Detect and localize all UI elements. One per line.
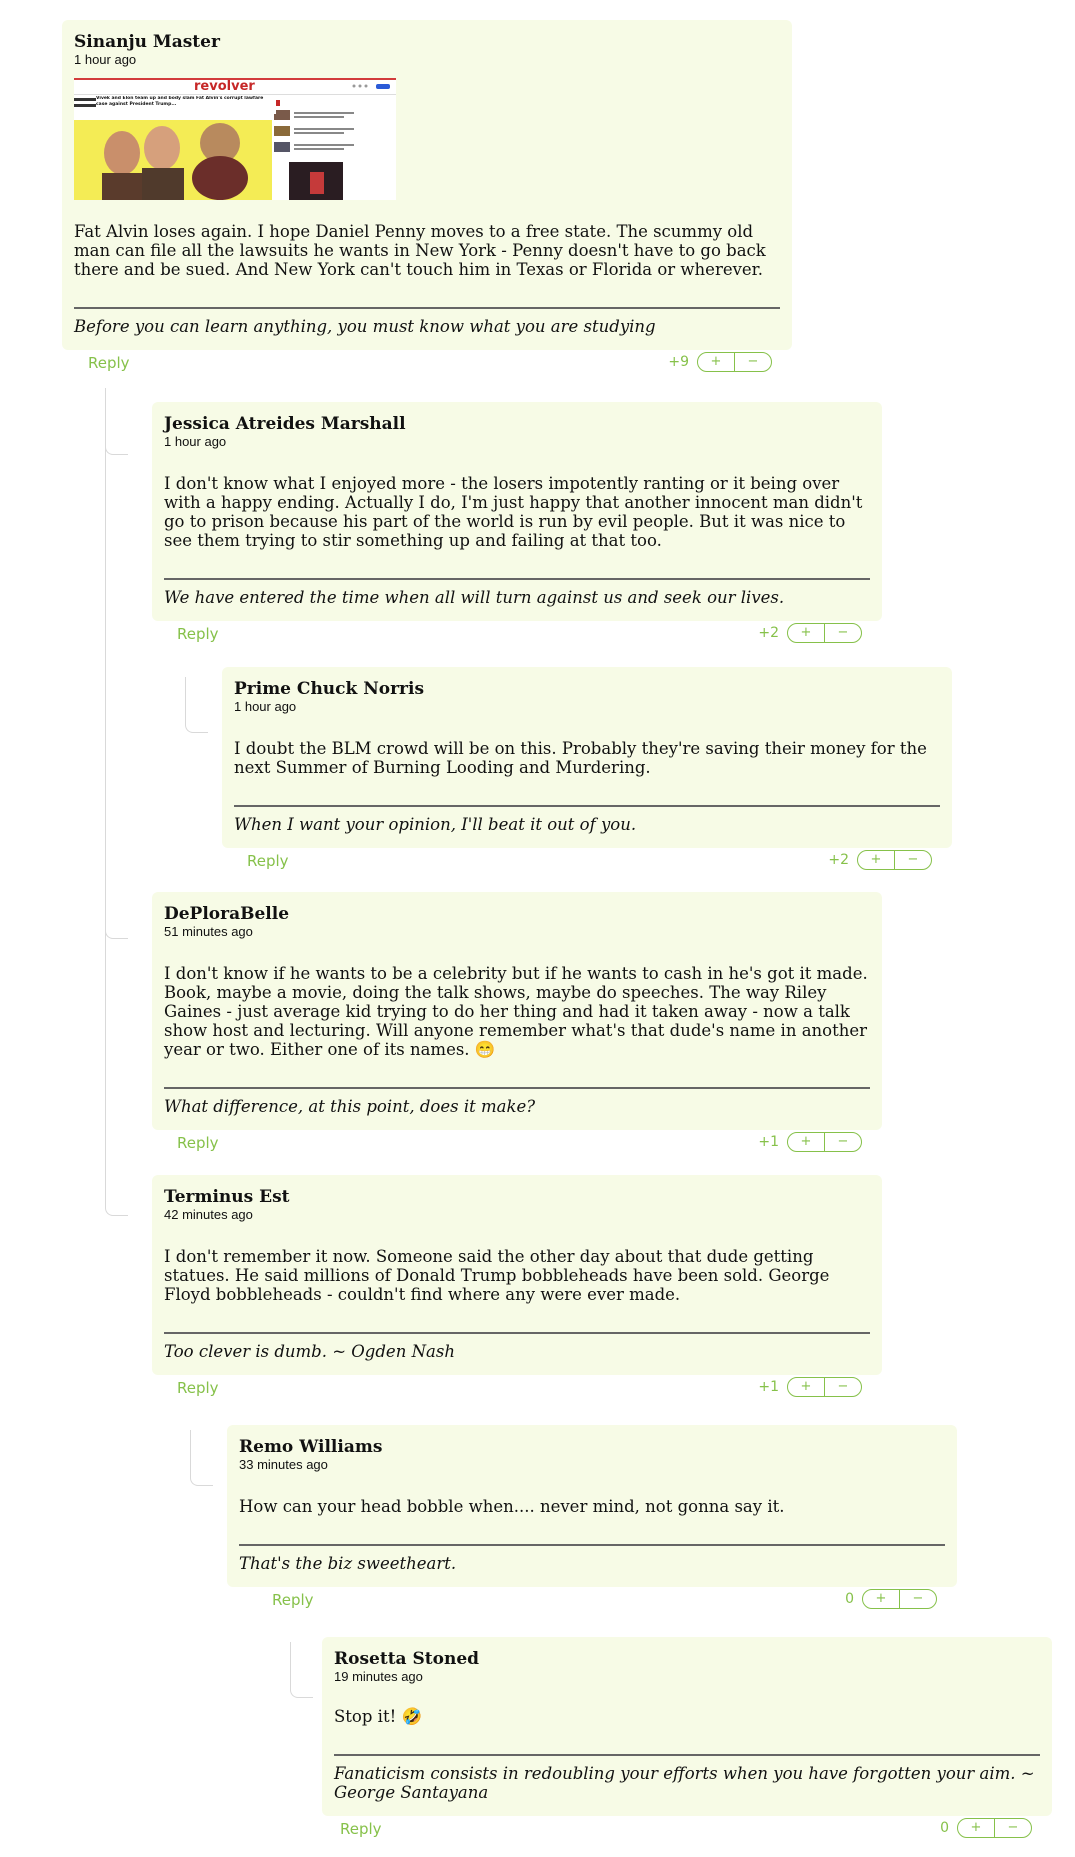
comment-author[interactable]: Jessica Atreides Marshall xyxy=(164,414,406,434)
vote-controls xyxy=(845,1589,937,1609)
article-thumbnail[interactable] xyxy=(74,78,396,200)
vote-buttons xyxy=(957,1818,1032,1838)
vote-buttons xyxy=(862,1589,937,1609)
comment-body: I don't know what I enjoyed more - the losers impotently ranting or it being over with a happy ending. Actually I do, I'm just happy that another innocent man didn't go to prison because his part of the world is run by evil people. But it was nice to see them trying to stir something up and failing at that too. xyxy=(164,474,863,550)
downvote-button[interactable]: − xyxy=(824,624,861,642)
comment xyxy=(62,20,792,376)
upvote-button[interactable]: + xyxy=(800,625,812,640)
downvote-button[interactable]: − xyxy=(894,851,931,869)
comment xyxy=(152,1175,882,1401)
comment-author[interactable]: DePloraBelle xyxy=(164,904,290,924)
downvote-button[interactable]: − xyxy=(994,1819,1031,1837)
reply-button[interactable]: Reply xyxy=(88,354,130,372)
vote-score: +2 xyxy=(828,852,849,868)
upvote-button[interactable]: + xyxy=(710,354,722,369)
comment-signature: When I want your opinion, I'll beat it out of you. xyxy=(234,805,940,834)
comment-signature: Fanaticism consists in redoubling your efforts when you have forgotten your aim. ~ George Santayana xyxy=(334,1754,1040,1802)
vote-controls xyxy=(668,352,772,372)
comment-body: Stop it! 🤣 xyxy=(334,1707,423,1726)
reply-button[interactable]: Reply xyxy=(177,625,219,643)
comment-body: I don't know if he wants to be a celebrity but if he wants to cash in he's got it made. Book, maybe a movie, doing the talk shows, maybe do speeches. The way Riley Gaines - just average kid trying to do her thing and had it taken away - now a talk show host and lecturing. Will anyone remember what's that dude's name in another year or two. Either one of its names. 😁 xyxy=(164,964,868,1059)
comment xyxy=(152,402,882,647)
comment-author[interactable]: Terminus Est xyxy=(164,1187,290,1207)
comment-timestamp: 42 minutes ago xyxy=(164,1207,253,1222)
upvote-button[interactable]: + xyxy=(875,1591,887,1606)
comment-card xyxy=(152,892,882,1130)
article-site-name: revolver xyxy=(194,79,255,94)
thread-connector xyxy=(190,1430,213,1486)
thread-connector xyxy=(185,677,208,733)
vote-controls xyxy=(758,1132,862,1152)
comment xyxy=(222,667,952,874)
reply-button[interactable]: Reply xyxy=(177,1379,219,1397)
comment-author[interactable]: Rosetta Stoned xyxy=(334,1649,480,1669)
comment-body: I doubt the BLM crowd will be on this. Probably they're saving their money for the next Summer of Burning Looding and Murdering. xyxy=(234,739,927,777)
comment xyxy=(322,1637,1052,1842)
vote-controls xyxy=(940,1818,1032,1838)
reply-button[interactable]: Reply xyxy=(177,1134,219,1152)
comment-signature: That's the biz sweetheart. xyxy=(239,1544,945,1573)
vote-buttons xyxy=(787,623,862,643)
comment-timestamp: 33 minutes ago xyxy=(239,1457,328,1472)
comment xyxy=(227,1425,957,1613)
vote-buttons xyxy=(787,1132,862,1152)
comment-author[interactable]: Remo Williams xyxy=(239,1437,383,1457)
downvote-button[interactable]: − xyxy=(899,1590,936,1608)
comment-body: Fat Alvin loses again. I hope Daniel Penny moves to a free state. The scummy old man can file all the lawsuits he wants in New York - Penny doesn't have to go back there and be sued. And New York can't touch him in Texas or Florida or wherever. xyxy=(74,222,766,279)
vote-score: +1 xyxy=(758,1379,779,1395)
downvote-button[interactable]: − xyxy=(824,1133,861,1151)
comment-footer xyxy=(62,352,782,376)
downvote-button[interactable]: − xyxy=(734,353,771,371)
reply-button[interactable]: Reply xyxy=(247,852,289,870)
comment-signature: Too clever is dumb. ~ Ogden Nash xyxy=(164,1332,870,1361)
comment-timestamp: 1 hour ago xyxy=(234,699,297,714)
comment-card xyxy=(322,1637,1052,1816)
comment-signature: What difference, at this point, does it make? xyxy=(164,1087,870,1116)
comment-footer xyxy=(227,1589,947,1613)
comment-footer xyxy=(152,1377,872,1401)
vote-buttons xyxy=(697,352,772,372)
comment-footer xyxy=(152,623,872,647)
vote-controls xyxy=(828,850,932,870)
comment xyxy=(152,892,882,1156)
vote-score: 0 xyxy=(940,1820,949,1836)
vote-buttons xyxy=(787,1377,862,1397)
comment-card xyxy=(152,1175,882,1375)
comment-timestamp: 19 minutes ago xyxy=(334,1669,423,1684)
reply-button[interactable]: Reply xyxy=(340,1820,382,1838)
comment-author[interactable]: Prime Chuck Norris xyxy=(234,679,425,699)
vote-score: +2 xyxy=(758,625,779,641)
comment-body: I don't remember it now. Someone said the other day about that dude getting statues. He said millions of Donald Trump bobbleheads have been sold. George Floyd bobbleheads - couldn't find where any were ever made. xyxy=(164,1247,830,1304)
comment-footer xyxy=(322,1818,1042,1842)
comment-signature: We have entered the time when all will turn against us and seek our lives. xyxy=(164,578,870,607)
thread-connector xyxy=(105,388,128,1216)
upvote-button[interactable]: + xyxy=(970,1820,982,1835)
thread-connector xyxy=(290,1642,313,1698)
downvote-button[interactable]: − xyxy=(824,1378,861,1396)
comment-card xyxy=(227,1425,957,1587)
comment-card xyxy=(152,402,882,621)
vote-score: +1 xyxy=(758,1134,779,1150)
comment-footer xyxy=(222,850,942,874)
comment-timestamp: 1 hour ago xyxy=(74,52,137,67)
comment-card xyxy=(222,667,952,848)
reply-button[interactable]: Reply xyxy=(272,1591,314,1609)
upvote-button[interactable]: + xyxy=(870,852,882,867)
article-headline: Vivek and Elon team up and body slam Fat Alvin's corrupt lawfare case against President Trump... xyxy=(96,96,276,114)
vote-controls xyxy=(758,1377,862,1397)
comment-timestamp: 1 hour ago xyxy=(164,434,227,449)
comment-card xyxy=(62,20,792,350)
vote-score: 0 xyxy=(845,1591,854,1607)
vote-controls xyxy=(758,623,862,643)
upvote-button[interactable]: + xyxy=(800,1134,812,1149)
vote-buttons xyxy=(857,850,932,870)
comment-signature: Before you can learn anything, you must know what you are studying xyxy=(74,307,780,336)
upvote-button[interactable]: + xyxy=(800,1379,812,1394)
comment-body: How can your head bobble when.... never mind, not gonna say it. xyxy=(239,1497,785,1516)
comment-timestamp: 51 minutes ago xyxy=(164,924,253,939)
vote-score: +9 xyxy=(668,354,689,370)
comment-author[interactable]: Sinanju Master xyxy=(74,32,220,52)
comment-footer xyxy=(152,1132,872,1156)
